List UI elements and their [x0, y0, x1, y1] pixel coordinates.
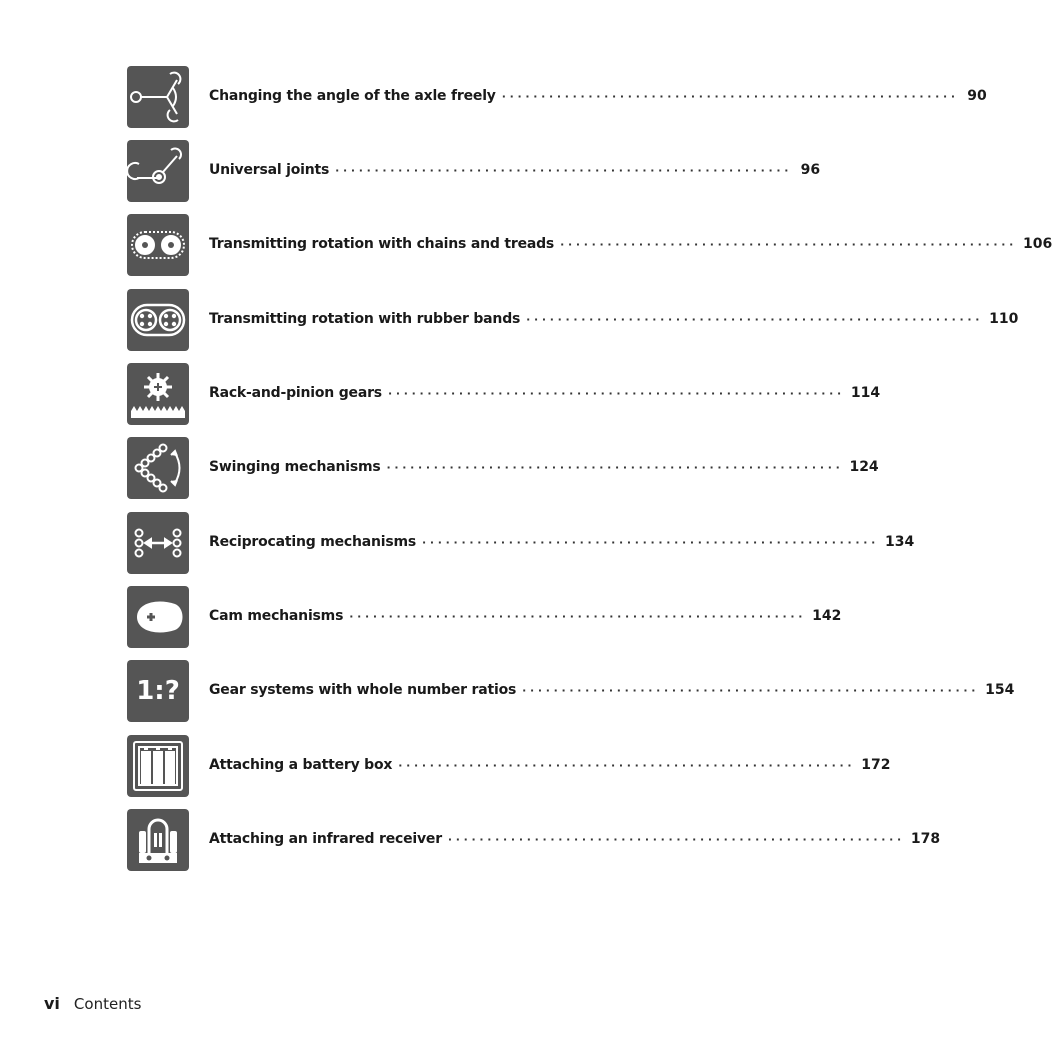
entry-title: Attaching an infrared receiver — [209, 831, 442, 847]
entry-page-number: 178 — [910, 831, 941, 847]
page-folio: vi — [44, 994, 60, 1013]
toc-entry[interactable] — [127, 289, 1019, 351]
rubber-band-icon — [127, 289, 189, 351]
dot-leader: ·························································· — [447, 833, 905, 846]
entry-page-number: 142 — [812, 608, 842, 624]
entry-page-number: 96 — [800, 162, 821, 178]
infrared-receiver-icon — [127, 809, 189, 871]
toc-entry[interactable] — [127, 660, 1015, 722]
entry-page-number: 114 — [850, 385, 881, 401]
reciprocating-mechanism-icon — [127, 512, 189, 574]
entry-page-number: 110 — [989, 311, 1019, 327]
page-footer — [44, 994, 141, 1013]
toc-entry[interactable] — [127, 214, 1052, 276]
toc-entry[interactable] — [127, 809, 941, 871]
toc-entry[interactable] — [127, 140, 821, 202]
dot-leader: ·························································· — [349, 610, 807, 623]
entry-title: Transmitting rotation with rubber bands — [209, 311, 521, 327]
entry-title: Reciprocating mechanisms — [209, 534, 417, 550]
toc-entry[interactable] — [127, 512, 915, 574]
entry-page-number: 124 — [849, 459, 879, 475]
entry-page-number: 90 — [967, 88, 987, 104]
dot-leader: ·························································· — [387, 387, 845, 400]
dot-leader: ·························································· — [560, 238, 1018, 251]
toc-entry[interactable] — [127, 735, 891, 797]
toc-entry[interactable] — [127, 363, 881, 425]
entry-page-number: 134 — [885, 534, 915, 550]
running-title: Contents — [73, 995, 142, 1013]
entry-page-number: 106 — [1023, 236, 1052, 252]
entry-title: Gear systems with whole number ratios — [209, 682, 517, 698]
toc-entry[interactable] — [127, 586, 842, 648]
entry-title: Attaching a battery box — [209, 757, 393, 773]
gear-ratio-icon — [127, 660, 189, 722]
entry-title: Cam mechanisms — [209, 608, 344, 624]
dot-leader: ·························································· — [386, 461, 844, 474]
entry-title: Changing the angle of the axle freely — [209, 88, 496, 104]
entry-page-number: 172 — [861, 757, 891, 773]
swinging-mechanism-icon — [127, 437, 189, 499]
cam-icon — [127, 586, 189, 648]
toc-entry[interactable] — [127, 437, 879, 499]
gear-ratio-icon-label: 1:? — [136, 676, 180, 706]
entry-title: Swinging mechanisms — [209, 459, 381, 475]
entry-title: Universal joints — [209, 162, 330, 178]
universal-joint-icon — [127, 140, 189, 202]
dot-leader: ·························································· — [526, 313, 984, 326]
entry-title: Rack-and-pinion gears — [209, 385, 382, 401]
rack-pinion-icon — [127, 363, 189, 425]
dot-leader: ·························································· — [501, 90, 959, 103]
battery-box-icon — [127, 735, 189, 797]
entry-page-number: 154 — [985, 682, 1015, 698]
chain-tread-icon — [127, 214, 189, 276]
axle-angle-icon — [127, 66, 189, 128]
dot-leader: ·························································· — [422, 536, 880, 549]
dot-leader: ·························································· — [522, 684, 980, 697]
entry-title: Transmitting rotation with chains and treads — [209, 236, 555, 252]
dot-leader: ·························································· — [398, 759, 856, 772]
dot-leader: ·························································· — [335, 164, 793, 177]
toc-entry[interactable] — [127, 66, 987, 128]
